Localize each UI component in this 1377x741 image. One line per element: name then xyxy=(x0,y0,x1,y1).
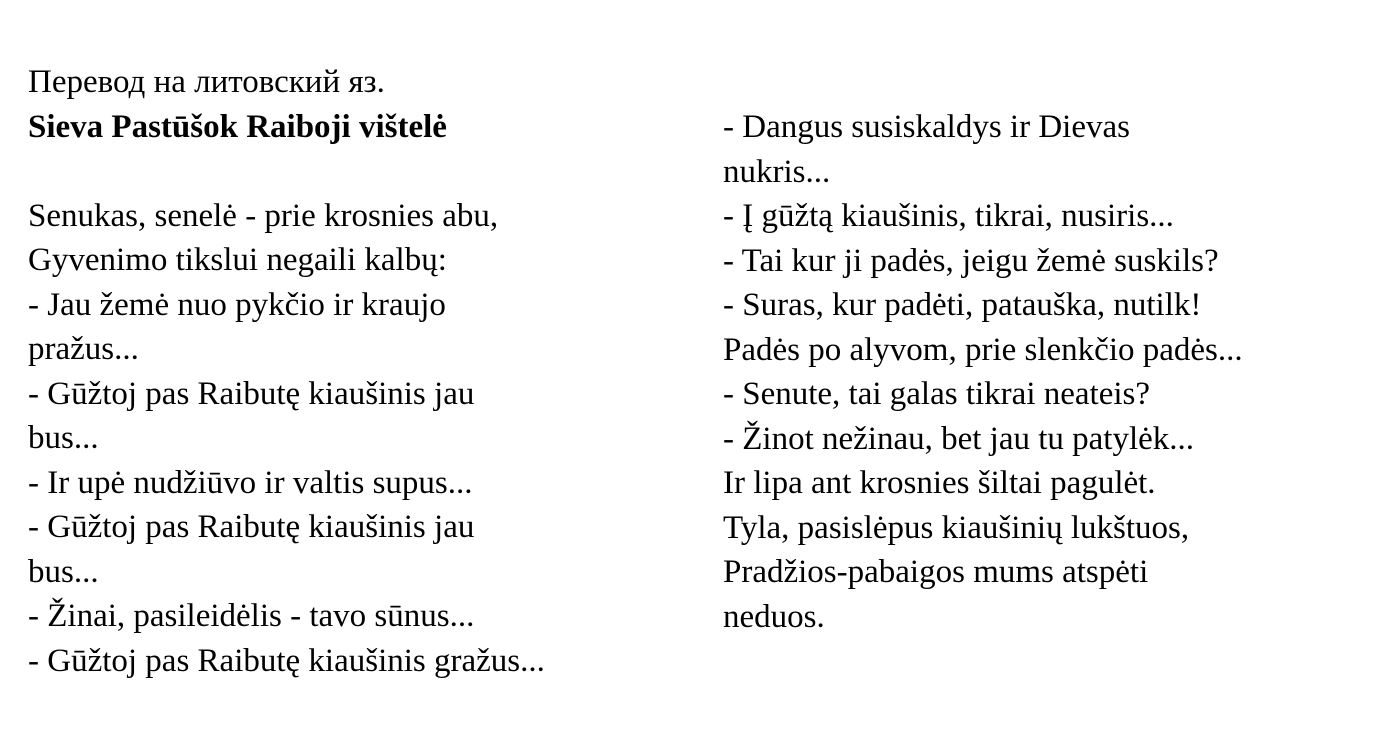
poem-line: - Jau žemė nuo pykčio ir kraujo xyxy=(28,286,446,323)
poem-title: Sieva Pastūšok Raiboji vištelė xyxy=(28,108,447,145)
poem-line: bus... xyxy=(28,420,99,456)
stanza-spacer xyxy=(28,149,688,194)
poem-line: - Suras, kur padėti, patauška, nutilk! xyxy=(723,287,1202,323)
poem-line: neduos. xyxy=(723,598,825,635)
poem-line: Gyvenimo tikslui negaili kalbų: xyxy=(28,242,447,278)
poem-line: bus... xyxy=(28,553,99,590)
left-column xyxy=(28,60,688,683)
translation-note: Перевод на литовский яз. xyxy=(28,64,385,100)
poem-line: - Žinai, pasileidėlis - tavo sūnus... xyxy=(28,598,475,634)
poem-line: Ir lipa ant krosnies šiltai pagulėt. xyxy=(723,465,1156,501)
poem-line: nukris... xyxy=(723,153,831,190)
poem-line: - Dangus susiskaldys ir Dievas xyxy=(723,109,1130,145)
poem-line: - Senute, tai galas tikrai neateis? xyxy=(723,376,1151,412)
poem-line: - Gūžtoj pas Raibutę kiaušinis gražus... xyxy=(28,642,545,679)
poem-line: - Žinot nežinau, bet jau tu patylėk... xyxy=(723,420,1195,457)
poem-line: - Tai kur ji padės, jeigu žemė suskils? xyxy=(723,242,1219,279)
poem-line: Tyla, pasislėpus kiaušinių lukštuos, xyxy=(723,509,1190,546)
poem-line: - Ir upė nudžiūvo ir valtis supus... xyxy=(28,464,473,501)
poem-line: Senukas, senelė - prie krosnies abu, xyxy=(28,197,499,234)
poem-line: - Į gūžtą kiaušinis, tikrai, nusiris... xyxy=(723,198,1174,234)
poem-line: pražus... xyxy=(28,331,139,367)
poem-line: - Gūžtoj pas Raibutę kiaušinis jau xyxy=(28,375,475,412)
poem-line: Padės po alyvom, prie slenkčio padės... xyxy=(723,331,1243,368)
poem-line: Pradžios-pabaigos mums atspėti xyxy=(723,554,1149,590)
poem-line: - Gūžtoj pas Raibutę kiaušinis jau xyxy=(28,509,475,545)
right-column xyxy=(723,105,1363,639)
